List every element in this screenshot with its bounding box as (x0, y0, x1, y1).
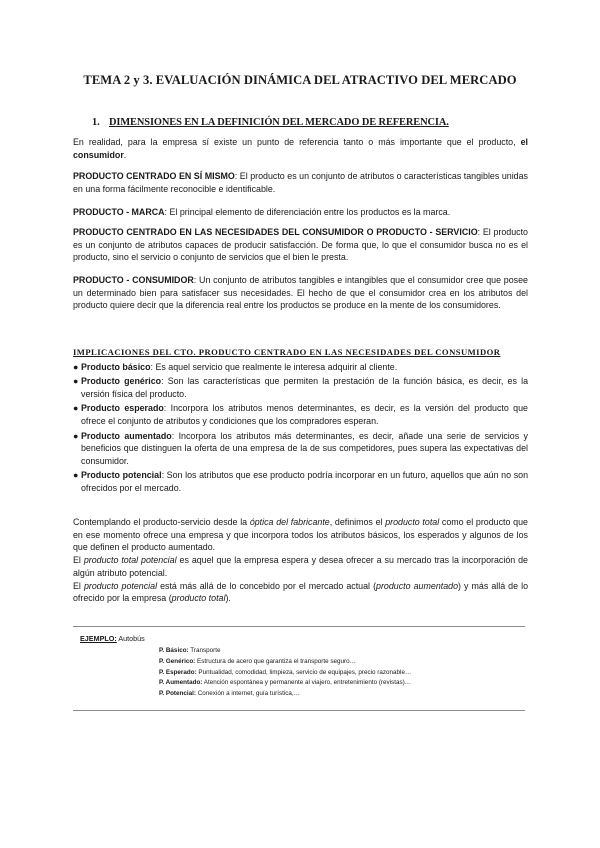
implications-heading: IMPLICACIONES DEL CTO. PRODUCTO CENTRADO EN LAS NECESIDADES DEL CONSUMIDOR (73, 347, 501, 357)
example-item: P. Esperado: Puntualidad, comodidad, limpieza, servicio de equipajes, precio razonable… (159, 668, 412, 676)
definition-term: PRODUCTO - CONSUMIDOR (73, 275, 194, 285)
list-item: ● Producto esperado: Incorpora los atributos menos determinantes, es decir, es la versión del producto que ofrece el conjunto de atributos y condiciones que los compradores esperan. (73, 403, 528, 427)
definition-3 (73, 226, 528, 264)
closing-paragraph-3: El producto potencial está más allá de lo concebido por el mercado actual (producto aumentado) y más allá de lo ofrecido por la empresa (producto total). (73, 580, 529, 604)
definition-text: : El producto es un conjunto de atributos o características tangibles unidas en una forma fácilmente reconocible e identificable. (73, 171, 528, 194)
section-heading (92, 117, 449, 128)
divider-bottom (73, 710, 525, 711)
section-number: 1. (92, 117, 100, 128)
section-title: DIMENSIONES EN LA DEFINICIÓN DEL MERCADO DE REFERENCIA. (109, 117, 449, 128)
implications-list (73, 361, 528, 496)
bullet-icon: ● (73, 362, 79, 372)
closing-paragraph-2: El producto total potencial es aquel que la empresa espera y desea ofrecer a su mercado tras la incorporación de algún atributo potencial. (73, 555, 528, 578)
bullet-icon: ● (73, 403, 79, 414)
list-item: ● Producto genérico: Son las características que permiten la prestación de la función básica, es decir, es la versión física del producto. (73, 376, 529, 400)
definition-text: : El producto es un conjunto de atributos capaces de producir satisfacción. De forma que, lo que el consumidor busca no es el producto, sino el servicio o conjunto de servicios que el bien le presta. (73, 227, 528, 263)
definition-4 (73, 274, 528, 312)
definition-term: PRODUCTO CENTRADO EN SÍ MISMO (73, 171, 235, 181)
definition-1 (73, 170, 528, 195)
list-item: ● Producto básico: Es aquel servicio que realmente le interesa adquirir al cliente. (73, 362, 398, 372)
intro-paragraph: En realidad, para la empresa sí existe un punto de referencia tanto o más importante que el producto, el consumidor. (73, 137, 528, 160)
example-item: P. Potencial: Conexión a internet, guía turística,… (159, 690, 300, 698)
example-item: P. Genérico: Estructura de acero que garantiza el transporte seguro… (159, 657, 356, 665)
list-item: ● Producto aumentado: Incorpora los atributos más determinantes, es decir, añade una serie de servicios y beneficios que distinguen la oferta de una empresa de la de sus competidores, pues supera las expectativas del consumidor. (73, 430, 528, 466)
definition-2 (73, 206, 528, 219)
closing-paragraph-1: Contemplando el producto-servicio desde la óptica del fabricante, definimos el producto total como el producto que en ese momento ofrece una empresa y que incorpora todos los atributos básicos, los esperados y algunos de los que definen el producto aumentado. (73, 517, 528, 553)
definition-text: : Un conjunto de atributos tangibles e intangibles que el consumidor cree que posee un determinado bien para satisfacer sus necesidades. El hecho de que el consumidor crea en los atributos del producto quiere decir que la diferencia real entre los productos se produce en la mente de los consumidores. (73, 275, 528, 311)
bullet-icon: ● (73, 376, 79, 387)
definition-term: PRODUCTO - MARCA (73, 207, 165, 217)
closing-block (73, 516, 528, 605)
definition-term: PRODUCTO CENTRADO EN LAS NECESIDADES DEL CONSUMIDOR O PRODUCTO - SERVICIO (73, 227, 478, 237)
list-item: ● Producto potencial: Son los atributos que ese producto podría incorporar en un futuro, aquellos que aún no son ofrecidos por el mercado. (73, 470, 528, 494)
bullet-icon: ● (73, 430, 79, 441)
example-label: EJEMPLO: Autobús (80, 634, 145, 643)
example-item: P. Básico: Transporte (159, 647, 221, 654)
definition-text: : El principal elemento de diferenciación entre los productos es la marca. (164, 207, 451, 217)
divider-top (73, 626, 525, 627)
bullet-icon: ● (73, 470, 79, 481)
example-list (159, 646, 411, 700)
example-item: P. Aumentado: Atención espontánea y permanente al viajero, entretenimiento (revistas)… (159, 679, 412, 687)
document-title: TEMA 2 y 3. EVALUACIÓN DINÁMICA DEL ATRACTIVO DEL MERCADO (83, 73, 517, 87)
intro-block (73, 136, 528, 161)
